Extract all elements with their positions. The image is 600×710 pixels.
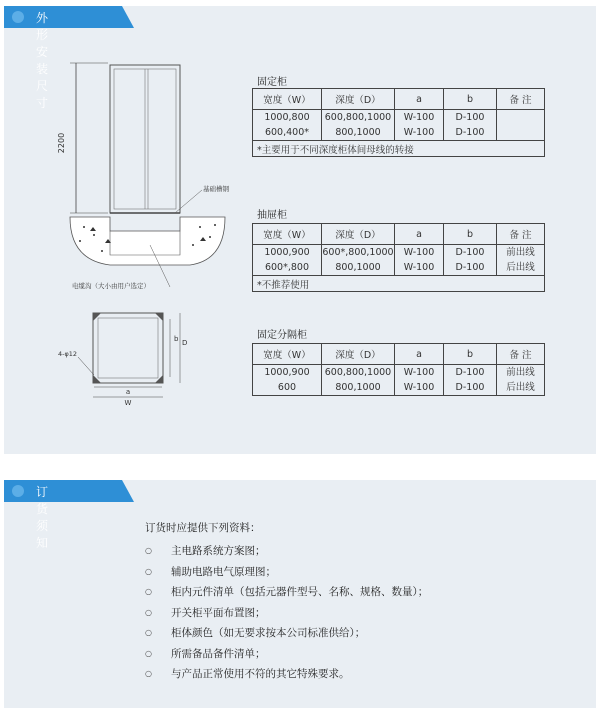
cell-line: 1000,800 [264,112,310,123]
cell-line: W-100 [403,367,435,378]
header-b: b [444,344,497,365]
cell-b [444,110,497,141]
section-title: 订货须知 [36,485,50,550]
table-footnote: *主要用于不同深度柜体间母线的转接 [253,141,545,157]
cell-line: 后出线 [506,382,535,393]
cell-line: 800,1000 [335,382,381,393]
cell-line: D-100 [455,112,485,123]
cell-depth [322,245,395,276]
hole-label: 4-φ12 [58,350,78,358]
cell-b [444,365,497,396]
header-depth: 深度（D） [322,344,395,365]
cell-line: 600*,800,1000 [322,247,394,258]
cell-line: D-100 [455,247,485,258]
cell-line: W-100 [403,247,435,258]
cell-line: D-100 [455,127,485,138]
tab-shape [4,480,134,502]
header-width: 宽度（W） [253,344,322,365]
list-item: ○ 主电路系统方案图； [145,541,428,562]
list-item: ○ 所需备品备件清单； [145,644,428,665]
cell-width [253,110,322,141]
list-item: ○ 辅助电路电气原理图； [145,562,428,583]
cell-a [395,110,444,141]
cabinet-elevation-drawing [50,55,250,295]
header-width: 宽度（W） [253,224,322,245]
cell-line: 600,400* [264,127,310,138]
cell-line: D-100 [455,367,485,378]
cell-remark [497,365,545,396]
dim-b-label: b [174,335,179,343]
header-b: b [444,89,497,110]
list-item: ○ 柜体颜色（如无要求按本公司标准供给）； [145,623,428,644]
header-remark: 备 注 [497,344,545,365]
cell-b [444,245,497,276]
cell-line: W-100 [403,262,435,273]
section-title: 外形安装尺寸 [36,11,50,110]
cell-line: 1000,900 [264,247,310,258]
table-row [253,365,545,396]
ordering-intro: 订货时应提供下列资料： [145,522,261,534]
list-item: ○ 柜内元件清单（包括元器件型号、名称、规格、数量）； [145,582,428,603]
cell-line: 前出线 [506,247,535,258]
cell-remark [497,245,545,276]
cell-line: 600,800,1000 [324,112,392,123]
cell-depth [322,365,395,396]
table-row [253,245,545,276]
cell-line: 800,1000 [335,262,381,273]
trench-label: 电缆沟（大小由用户选定） [72,282,150,290]
table-footnote: *不推荐使用 [253,276,545,292]
dim-w-label: W [124,399,132,407]
cell-a [395,245,444,276]
cell-line: 1000,900 [264,367,310,378]
list-item: ○ 开关柜平面布置图； [145,603,428,624]
cell-line: W-100 [403,112,435,123]
cell-line: 后出线 [506,262,535,273]
cell-line: 800,1000 [335,127,381,138]
cell-line: D-100 [455,382,485,393]
cell-line: W-100 [403,127,435,138]
header-a: a [395,89,444,110]
spec-table-partition [252,343,545,396]
cell-depth [322,110,395,141]
table-title-fixed: 固定柜 [257,77,287,88]
list-item: ○ 与产品正常使用不符的其它特殊要求。 [145,664,428,685]
dim-d-label: D [182,339,188,347]
header-a: a [395,224,444,245]
cell-line: W-100 [403,382,435,393]
table-title-drawer: 抽屉柜 [257,210,287,221]
cell-remark [497,110,545,141]
base-channel-label: 基础槽钢 [203,185,229,193]
height-label: 2200 [57,132,66,154]
tab-shape [4,6,134,28]
header-width: 宽度（W） [253,89,322,110]
ordering-list [145,541,428,685]
header-b: b [444,224,497,245]
cell-line: 前出线 [506,367,535,378]
cell-width [253,365,322,396]
cell-line: 600,800,1000 [324,367,392,378]
cell-line [497,118,544,133]
dim-a-label: a [125,388,131,396]
header-a: a [395,344,444,365]
cell-line: D-100 [455,262,485,273]
header-depth: 深度（D） [322,89,395,110]
cabinet-plan-drawing [58,305,198,415]
table-row [253,110,545,141]
cell-line: 600*,800 [264,262,310,273]
header-remark: 备 注 [497,89,545,110]
spec-table-fixed [252,88,545,157]
cell-width [253,245,322,276]
ordering-info [145,520,428,685]
header-depth: 深度（D） [322,224,395,245]
spec-table-drawer [252,223,545,292]
cell-line: 600 [277,382,297,393]
header-remark: 备 注 [497,224,545,245]
cell-a [395,365,444,396]
table-title-partition: 固定分隔柜 [257,330,307,341]
